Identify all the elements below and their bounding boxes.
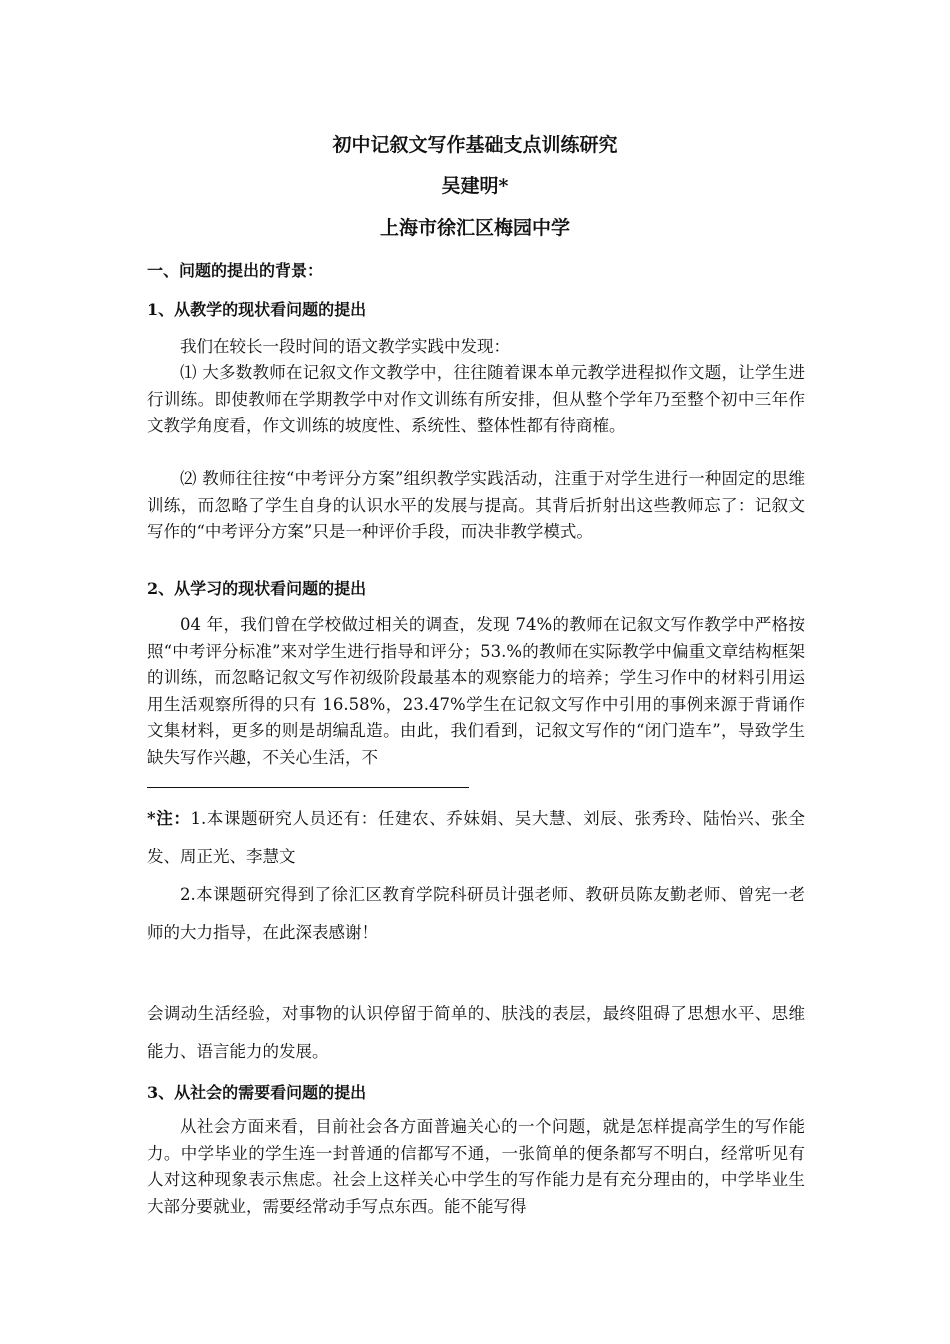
document-title: 初中记叙文写作基础支点训练研究 — [332, 134, 618, 156]
footnote-label: *注： — [147, 809, 191, 828]
footnote-1-text: 1.本课题研究人员还有：任建农、乔妹娟、吴大慧、刘辰、张秀玲、陆怡兴、张全发、周正光、李慧文 — [147, 809, 805, 866]
paragraph-continued: 会调动生活经验，对事物的认识停留于简单的、肤浅的表层，最终阻碍了思想水平、思维能力、语言能力的发展。 — [147, 1004, 805, 1061]
paragraph-survey: 04 年，我们曾在学校做过相关的调查，发现 74%的教师在记叙文写作教学中严格按照“中考评分标准”来对学生进行指导和评分；53.%的教师在实际教学中偏重文章结构框架的训练，而忽略记叙文写作初级阶段最基本的观察能力的培养；学生习作中的材料引用运用生活观察所得的只有 16.58%，23.47%学生在记叙文写作中引用的事例来源于背诵作文集材料，更多的则是胡编乱造。由此，我们看到，记叙文写作的“闭门造车”，导致学生缺失写作兴趣，不关心生活，不 — [147, 615, 805, 767]
footnote-separator — [147, 787, 469, 788]
footnote-1 — [147, 800, 805, 876]
subsection-heading-3: 3、从社会的需要看问题的提出 — [147, 1083, 367, 1102]
footnote-2: 2.本课题研究得到了徐汇区教育学院科研员计强老师、教研员陈友勤老师、曾宪一老师的大力指导，在此深表感谢！ — [147, 885, 805, 942]
subsection-heading-2: 2、从学习的现状看问题的提出 — [147, 579, 367, 598]
paragraph-item-2: ⑵ 教师往往按“中考评分方案”组织教学实践活动，注重于对学生进行一种固定的思维训练，而忽略了学生自身的认识水平的发展与提高。其背后折射出这些教师忘了：记叙文写作的“中考评分方案”只是一种评价手段，而决非教学模式。 — [147, 469, 805, 541]
paragraph-item-1: ⑴ 大多数教师在记叙文作文教学中，往往随着课本单元教学进程拟作文题，让学生进行训练。即使教师在学期教学中对作文训练有所安排，但从整个学年乃至整个初中三年作文教学角度看，作文训练的坡度性、系统性、整体性都有待商榷。 — [147, 363, 805, 435]
section-heading: 一、问题的提出的背景： — [147, 261, 324, 280]
author-name: 吴建明* — [441, 175, 509, 197]
subsection-heading-1: 1、从教学的现状看问题的提出 — [147, 300, 367, 319]
paragraph-society: 从社会方面来看，目前社会各方面普遍关心的一个问题，就是怎样提高学生的写作能力。中学毕业的学生连一封普通的信都写不通，一张简单的便条都写不明白，经常听见有人对这种现象表示焦虑。社会上这样关心中学生的写作能力是有充分理由的，中学毕业生大部分要就业，需要经常动手写点东西。能不能写得 — [147, 1117, 805, 1216]
author-affiliation: 上海市徐汇区梅园中学 — [379, 217, 570, 239]
paragraph-intro: 我们在较长一段时间的语文教学实践中发现： — [180, 337, 510, 356]
